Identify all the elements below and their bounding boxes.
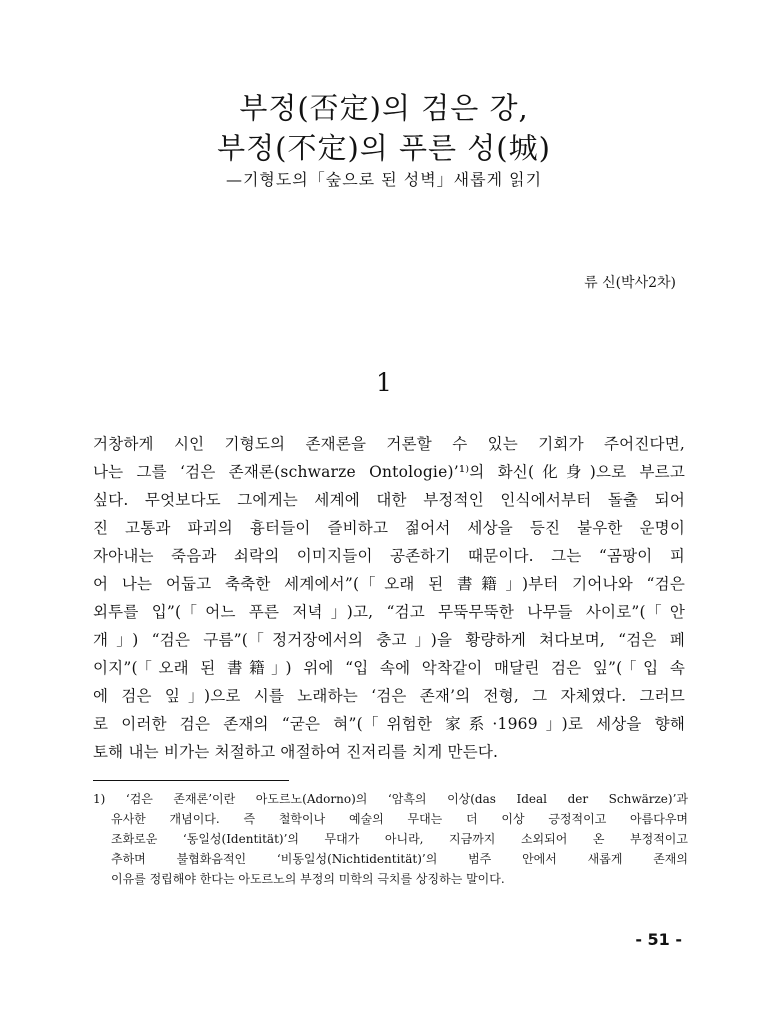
section-number: 1: [376, 368, 392, 397]
body-line: 자아내는 죽음과 쇠락의 이미지들이 공존하기 때문이다. 그는 “곰팡이 피: [93, 547, 685, 565]
body-line: 에 검은 잎」)으로 시를 노래하는 ‘검은 존재’의 전형, 그 자체였다. 그러므: [93, 687, 685, 705]
body-line: 거창하게 시인 기형도의 존재론을 거론할 수 있는 기회가 주어진다면,: [93, 435, 685, 453]
body-line: 진 고통과 파괴의 흉터들이 즐비하고 젊어서 세상을 등진 불우한 운명이: [93, 519, 685, 537]
footnote-line: 조화로운 ‘동일성(Identität)’의 무대가 아니라, 지금까지 소외되어 온 부정적이고: [111, 832, 688, 846]
body-line: 외투를 입”(「어느 푸른 저녁」)고, “검고 무뚝무뚝한 나무들 사이로”(「안: [93, 603, 685, 621]
title-line-1: 부정(否定)의 검은 강,: [239, 91, 529, 125]
body-line: 로 이러한 검은 존재의 “굳은 혀”(「위험한 家系·1969」)로 세상을 향해: [93, 715, 685, 733]
subtitle: —기형도의「숲으로 된 성벽」새롭게 읽기: [225, 170, 543, 189]
footnote-line: 이유를 정립해야 한다는 아도르노의 부정의 미학의 극치를 상징하는 말이다.: [111, 872, 505, 886]
body-line: 싶다. 무엇보다도 그에게는 세계에 대한 부정적인 인식에서부터 돌출 되어: [93, 491, 685, 509]
body-line: 나는 그를 ‘검은 존재론(schwarze Ontologie)’¹⁾의 화신(化身)으로 부르고: [93, 463, 685, 481]
author-name: 류 신(박사2차): [584, 275, 676, 291]
body-line: 개」) “검은 구름”(「정거장에서의 충고」)을 황량하게 쳐다보며, “검은 페: [93, 631, 685, 649]
page-number: - 51 -: [635, 930, 682, 949]
body-line: 이지”(「오래 된 書籍」) 위에 “입 속에 악착같이 매달린 검은 잎”(「입 속: [93, 659, 685, 677]
body-line: 토해 내는 비가는 처절하고 애절하여 진저리를 치게 만든다.: [93, 743, 499, 761]
footnote-divider: [93, 780, 289, 781]
footnote-line: 1) ‘검은 존재론’이란 아도르노(Adorno)의 ‘암흑의 이상(das Ideal der Schwärze)’과: [93, 792, 688, 806]
footnote-line: 유사한 개념이다. 즉 철학이나 예술의 무대는 더 이상 긍정적이고 아름다우며: [111, 812, 688, 826]
body-line: 어 나는 어둡고 축축한 세계에서”(「오래 된 書籍」)부터 기어나와 “검은: [93, 575, 685, 593]
title-line-2: 부정(不定)의 푸른 성(城): [217, 131, 551, 165]
footnote-line: 추하며 불협화음적인 ‘비동일성(Nichtidentität)’의 범주 안에서 새롭게 존재의: [111, 852, 688, 866]
